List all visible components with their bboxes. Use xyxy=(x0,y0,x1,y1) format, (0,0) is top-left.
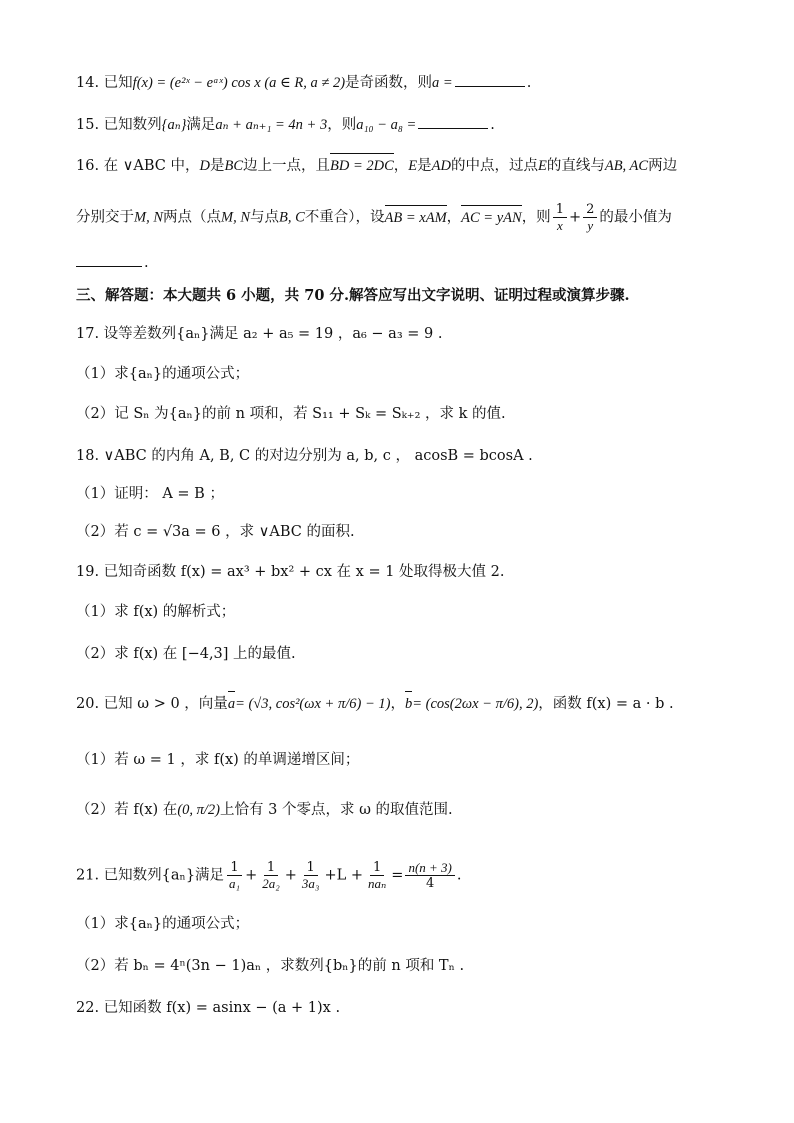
question-18-part-1: （1）证明： A = B ； xyxy=(76,486,224,502)
question-18-part-2: （2）若 c = √3a = 6 ，求 ∨ABC 的面积. xyxy=(76,524,355,540)
fraction-numerator: 1 xyxy=(304,860,318,876)
fraction-numerator: 1 xyxy=(227,860,241,876)
question-text: 已知 xyxy=(103,75,133,91)
fraction-denominator: naₙ xyxy=(368,876,387,891)
math-operator: +L + xyxy=(324,867,363,884)
question-16-line-2 xyxy=(76,202,754,233)
question-17-part-2: （2）记 Sₙ 为{aₙ}的前 n 项和，若 S₁₁ + Sₖ = Sₖ₊₂ ，求 k 的值. xyxy=(76,406,506,422)
formula: f(x) = (e²ˣ − eᵃˣ) cos x (a ∈ R, a ≠ 2) xyxy=(132,75,346,91)
question-number: 15. xyxy=(76,117,100,133)
question-text: 是 xyxy=(209,158,225,174)
question-text: 在 ∨ABC 中， xyxy=(103,158,200,174)
fraction xyxy=(259,860,283,891)
question-21-part-1: （1）求{aₙ}的通项公式； xyxy=(76,916,250,932)
question-21: 21. 已知数列{aₙ}满足 $\frac{1}{\text{a₁}}$ + $\frac{1}{\text{2a₂}}$ + $\frac{1}{\text{3a₃}}$ +L + $\frac{1}{\text{naₙ}}$ = $\frac{n(n + 3)}{4}$ . xyxy=(76,860,462,891)
question-text: 满足 xyxy=(186,117,216,133)
fraction xyxy=(405,860,454,891)
math-symbol: AB, AC xyxy=(604,158,649,174)
question-17: 17. 设等差数列{aₙ}满足 a₂ + a₅ = 19 ，a₆ − a₃ = 9 . xyxy=(76,326,443,342)
punctuation: ， xyxy=(390,696,405,712)
question-text: 已知数列 xyxy=(103,117,162,133)
question-20-part-2 xyxy=(76,800,754,820)
math-operator: = xyxy=(391,867,404,884)
question-18: 18. ∨ABC 的内角 A, B, C 的对边分别为 a, b, c ， acosB = bcosA . xyxy=(76,448,533,464)
punctuation: . xyxy=(456,867,462,884)
math-symbol: E xyxy=(408,158,418,174)
formula: {aₙ} xyxy=(161,117,187,133)
question-text: 的直线与 xyxy=(546,158,605,174)
math-symbol: BC xyxy=(224,158,244,174)
question-text: ，则 xyxy=(521,209,551,226)
fraction xyxy=(365,860,389,891)
fraction-denominator: 3a₃ xyxy=(301,876,320,891)
question-19-part-2: （2）求 f(x) 在 [−4,3] 上的最值. xyxy=(76,646,296,662)
punctuation: . xyxy=(526,75,532,91)
question-text: 两点（点 xyxy=(163,209,221,226)
fraction-numerator: 2 xyxy=(583,202,597,218)
answer-blank[interactable] xyxy=(455,72,525,87)
question-text: 的最小值为 xyxy=(599,209,672,226)
punctuation: . xyxy=(490,117,495,133)
fraction-denominator: 4 xyxy=(426,876,435,891)
fraction-denominator: a₁ xyxy=(229,876,241,891)
vector-formula: AB = xAM xyxy=(384,209,447,226)
fraction xyxy=(299,860,323,891)
question-21-part-2: （2）若 bₙ = 4ⁿ(3n − 1)aₙ ，求数列{bₙ}的前 n 项和 Tₙ . xyxy=(76,958,465,974)
answer-prompt: a = xyxy=(432,75,453,91)
punctuation: . xyxy=(144,255,149,271)
vector-symbol: a xyxy=(227,696,236,712)
question-text: 边上一点，且 xyxy=(243,158,331,174)
vector-formula: AC = yAN xyxy=(461,209,522,226)
fraction-denominator: 2a₂ xyxy=(262,876,280,891)
formula: (0, π/2) xyxy=(177,802,221,818)
question-16-line-1 xyxy=(76,156,754,176)
formula: = (√3, cos²(ωx + π/6) − 1) xyxy=(235,696,391,712)
fraction-numerator: 1 xyxy=(370,860,384,876)
punctuation: ， xyxy=(446,209,462,226)
question-14 xyxy=(76,72,754,93)
math-symbol: M, N xyxy=(134,209,163,226)
question-text: ，则 xyxy=(327,117,357,133)
question-text: 是 xyxy=(417,158,432,174)
question-text: 上恰有 3 个零点，求 ω 的取值范围. xyxy=(220,802,453,818)
answer-blank[interactable] xyxy=(76,252,142,267)
math-operator: + xyxy=(568,209,582,226)
fraction xyxy=(583,202,597,233)
question-16-answer-line xyxy=(76,252,754,273)
math-symbol: E xyxy=(537,158,547,174)
question-20 xyxy=(76,694,754,714)
math-symbol: AD xyxy=(431,158,451,174)
question-22: 22. 已知函数 f(x) = asinx − (a + 1)x . xyxy=(76,1000,341,1016)
formula: = (cos(2ωx − π/6), 2) xyxy=(412,696,539,712)
fraction xyxy=(553,202,567,233)
question-text: 与点 xyxy=(250,209,279,226)
question-19: 19. 已知奇函数 f(x) = ax³ + bx² + cx 在 x = 1 处取得极大值 2. xyxy=(76,564,505,580)
question-20-part-1: （1）若 ω = 1 ，求 f(x) 的单调递增区间； xyxy=(76,752,360,768)
answer-blank[interactable] xyxy=(418,114,488,129)
section-heading: 三、解答题：本大题共 6 小题，共 70 分.解答应写出文字说明、证明过程或演算步骤. xyxy=(76,287,630,304)
fraction-numerator: n(n + 3) xyxy=(405,860,454,876)
question-text: 已知数列{aₙ}满足 xyxy=(103,867,225,884)
math-symbol: M, N xyxy=(221,209,250,226)
question-text: 已知 ω > 0 ，向量 xyxy=(103,696,228,712)
formula: aₙ + aₙ₊₁ = 4n + 3 xyxy=(215,117,328,133)
vector-formula: BD = 2DC xyxy=(330,158,394,174)
question-text: 分别交于 xyxy=(76,209,134,226)
fraction-denominator: y xyxy=(587,218,594,233)
question-number: 14. xyxy=(76,75,100,91)
fraction xyxy=(226,860,243,891)
fraction-numerator: 1 xyxy=(264,860,278,876)
question-text: 两边 xyxy=(648,158,678,174)
question-number: 21. xyxy=(76,867,100,884)
question-text: 是奇函数，则 xyxy=(345,75,433,91)
question-number: 20. xyxy=(76,696,100,712)
math-symbol: B, C xyxy=(279,209,305,226)
answer-prompt: a₁₀ − a₈ = xyxy=(356,117,417,133)
punctuation: ， xyxy=(393,158,409,174)
question-number: 16. xyxy=(76,158,100,174)
question-17-part-1: （1）求{aₙ}的通项公式； xyxy=(76,366,250,382)
question-19-part-1: （1）求 f(x) 的解析式； xyxy=(76,604,236,620)
question-text: ，函数 f(x) = a · b . xyxy=(538,696,674,712)
vector-symbol: b xyxy=(404,696,413,712)
question-15 xyxy=(76,114,754,135)
fraction-denominator: x xyxy=(556,218,563,233)
question-text: 不重合），设 xyxy=(304,209,385,226)
question-text: 的中点，过点 xyxy=(450,158,538,174)
question-text: （2）若 f(x) 在 xyxy=(76,802,178,818)
fraction-numerator: 1 xyxy=(553,202,567,218)
math-symbol: D xyxy=(199,158,210,174)
